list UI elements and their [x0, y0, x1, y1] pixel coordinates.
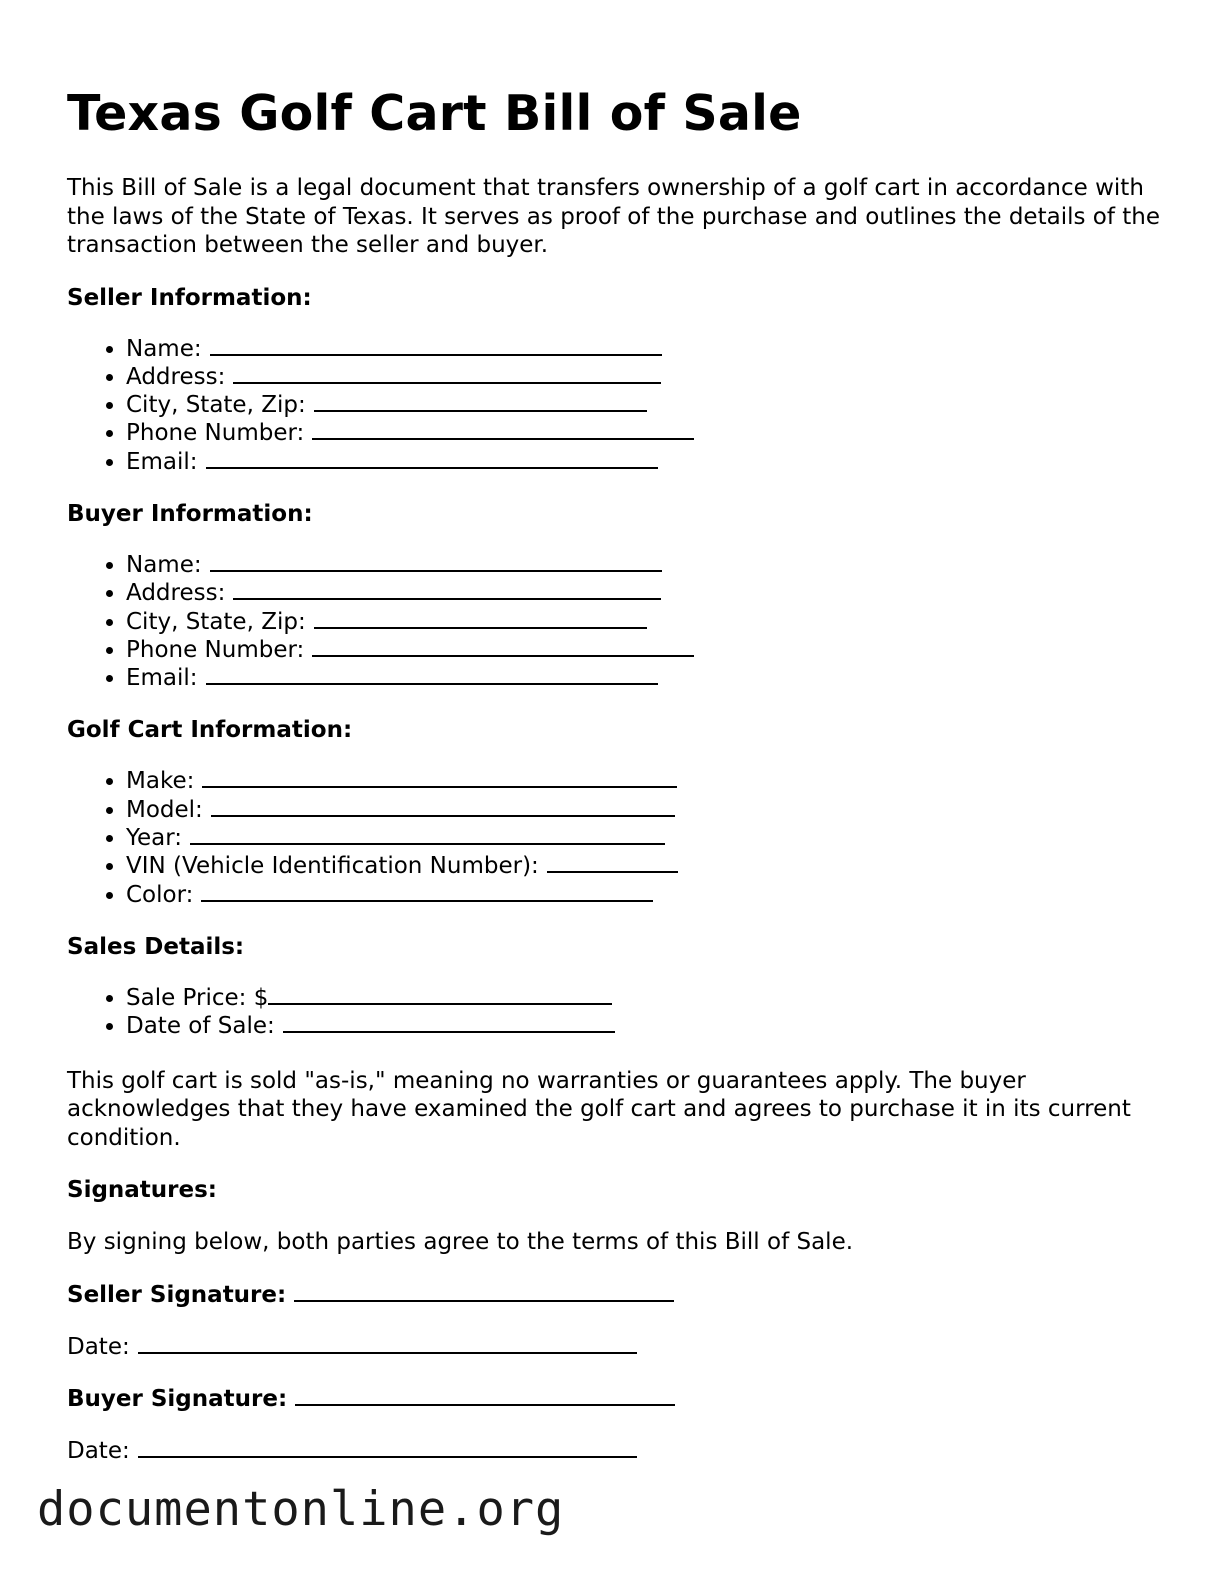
cart-make-field[interactable]: • Make: — [126, 767, 1177, 795]
sales-fields — [67, 984, 1177, 1041]
blank-line — [206, 449, 658, 469]
buyer-email-field[interactable]: • Email: — [126, 664, 1177, 692]
blank-line — [138, 1334, 637, 1354]
document-page — [67, 80, 1177, 1465]
sale-price-field[interactable]: • Sale Price: $ — [126, 984, 1177, 1012]
blank-line — [314, 609, 647, 629]
intro-paragraph: This Bill of Sale is a legal document that transfers ownership of a golf cart in accordance with the laws of the State of Texas. It serves as proof of the purchase and outlines the details of the transaction between the seller and buyer. — [67, 175, 1160, 258]
blank-line — [312, 637, 694, 657]
signature-line — [294, 1282, 674, 1302]
sale-date-field[interactable]: • Date of Sale: — [126, 1012, 1177, 1040]
blank-line — [202, 768, 677, 788]
blank-line — [201, 882, 653, 902]
blank-line — [547, 853, 678, 873]
sales-heading: Sales Details: — [67, 933, 245, 960]
buyer-date-field[interactable]: Date: — [67, 1437, 1177, 1465]
blank-line — [210, 552, 662, 572]
blank-line — [268, 985, 612, 1005]
cart-color-field[interactable]: • Color: — [126, 881, 1177, 909]
watermark: documentonline.org — [37, 1482, 565, 1537]
cart-heading: Golf Cart Information: — [67, 717, 353, 744]
buyer-heading: Buyer Information: — [67, 500, 313, 527]
seller-date-field[interactable]: Date: — [67, 1333, 1177, 1361]
as-is-paragraph: This golf cart is sold "as-is," meaning no warranties or guarantees apply. The buyer acknowledges that they have examined the golf cart and agrees to purchase it in its current condition. — [67, 1067, 1131, 1151]
blank-line — [283, 1013, 615, 1033]
signature-line — [295, 1386, 675, 1406]
buyer-phone-field[interactable]: • Phone Number: — [126, 636, 1177, 664]
cart-fields — [67, 767, 1177, 908]
blank-line — [206, 665, 658, 685]
blank-line — [314, 392, 647, 412]
blank-line — [190, 825, 665, 845]
blank-line — [210, 336, 662, 356]
seller-heading: Seller Information: — [67, 284, 312, 311]
cart-vin-field[interactable]: • VIN (Vehicle Identification Number): — [126, 852, 1177, 880]
seller-address-field[interactable]: • Address: — [126, 363, 1177, 391]
seller-phone-field[interactable]: • Phone Number: — [126, 419, 1177, 447]
seller-email-field[interactable]: • Email: — [126, 448, 1177, 476]
seller-signature-field[interactable]: Seller Signature: — [67, 1281, 1177, 1309]
cart-year-field[interactable]: • Year: — [126, 824, 1177, 852]
buyer-fields — [67, 551, 1177, 692]
blank-line — [211, 797, 675, 817]
cart-model-field[interactable]: • Model: — [126, 796, 1177, 824]
blank-line — [312, 420, 694, 440]
buyer-signature-field[interactable]: Buyer Signature: — [67, 1385, 1177, 1413]
seller-city-field[interactable]: • City, State, Zip: — [126, 391, 1177, 419]
buyer-address-field[interactable]: • Address: — [126, 579, 1177, 607]
buyer-city-field[interactable]: • City, State, Zip: — [126, 608, 1177, 636]
seller-fields — [67, 335, 1177, 476]
document-title: Texas Golf Cart Bill of Sale — [67, 85, 802, 142]
blank-line — [233, 364, 661, 384]
seller-name-field[interactable]: • Name: — [126, 335, 1177, 363]
blank-line — [138, 1438, 637, 1458]
buyer-name-field[interactable]: • Name: — [126, 551, 1177, 579]
blank-line — [233, 580, 661, 600]
signatures-heading: Signatures: — [67, 1177, 218, 1204]
signature-statement: By signing below, both parties agree to the terms of this Bill of Sale. — [67, 1229, 854, 1256]
